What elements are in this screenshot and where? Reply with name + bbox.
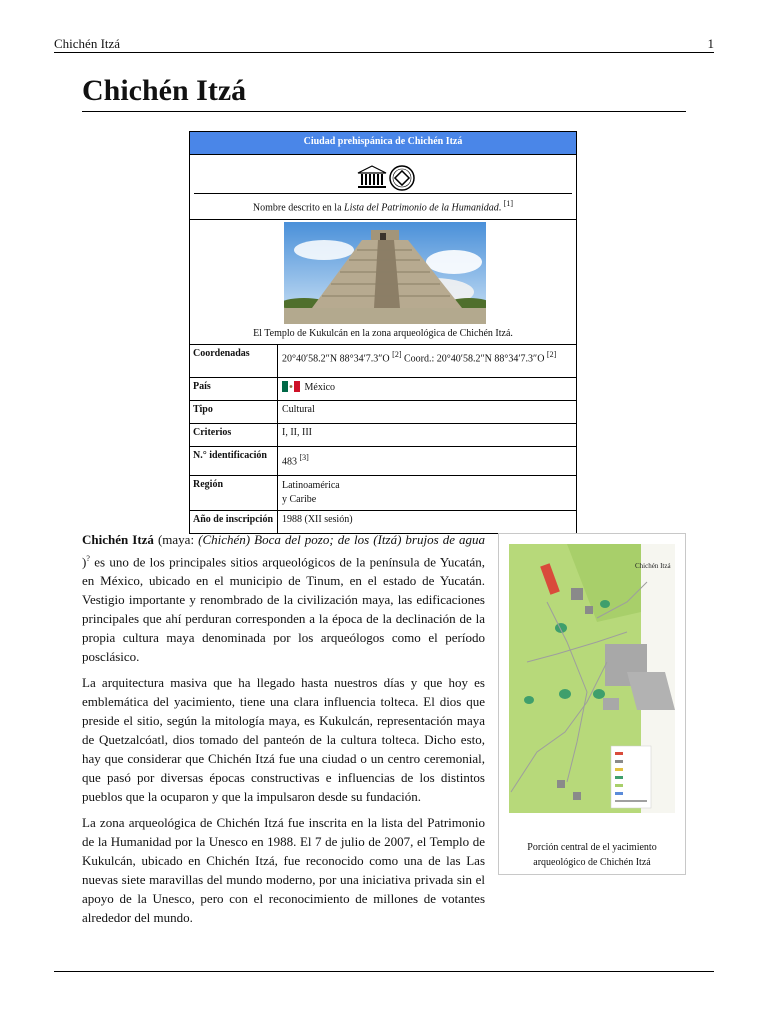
value-type: Cultural (282, 404, 315, 415)
label-coordinates: Coordenadas (190, 345, 278, 377)
row-criteria (190, 424, 576, 447)
value-id: 483 [3] (282, 453, 309, 468)
row-type (190, 401, 576, 424)
infobox (189, 131, 577, 534)
heritage-logo-row (190, 155, 576, 220)
page-number: 1 (707, 36, 714, 51)
heritage-listing-note: Nombre descrito en la Lista del Patrimonio de la Humanidad. [1] (252, 199, 514, 214)
reference-link[interactable]: [1] (503, 199, 514, 208)
mexico-flag-icon (282, 381, 300, 392)
unesco-heritage-logo-icon (356, 163, 416, 193)
label-id: N.° identificación (190, 447, 278, 475)
paragraph-intro: Chichén Itzá (maya: (Chichén) Boca del pozo; de los (Itzá) brujos de agua )? es uno de los principales sitios arqueológicos de la península de Yucatán, en México, ubicado en el municipio de Tinum, en el estado de Yucatán. Vestigio importante y renombrado de la civilización maya, las edificaciones principales que ahí perduran corresponden a la época de la declinación de la propia cultura maya denominada por los arqueólogos como el período posclásico. (82, 532, 486, 665)
value-year: 1988 (XII sesión) (282, 514, 353, 525)
reference-link[interactable]: [2] (392, 350, 402, 359)
value-country (278, 378, 576, 400)
paragraph-heritage: La zona arqueológica de Chichén Itzá fue inscrita en la lista del Patrimonio de la Humanidad por la Unesco en 1988. El 7 de julio de 2007, el Templo de Kukulcán, ubicado en Chichén Itzá, fue reconocido como una de las Las nuevas siete maravillas del mundo moderno, por una iniciativa privada sin el apoyo de la Unesco, pero con el reconocimiento de millones de votantes alrededor del mundo. (82, 815, 485, 926)
map-title: Chichén Itzá (635, 562, 671, 570)
footer-divider (54, 971, 714, 972)
label-region: Región (190, 476, 278, 510)
kukulcan-temple-photo (284, 222, 486, 324)
paragraph-architecture: La arquitectura masiva que ha llegado hasta nuestros días y que hoy es emblemática del yacimiento, tiene una clara influencia tolteca. El dios que preside el sitio, según la mitología maya, es Kukulcán, representación maya de Quetzalcóatl, dios tomado del panteón de la cultura tolteca. Dicho esto, hay que considerar que Chichén Itzá fue una ciudad o un centro ceremonial, que pasó por diversas épocas constructivas e influencias de los distintos pueblos que la ocuparon y que la impulsaron desde su fundación. (82, 675, 485, 805)
value-coordinates: 20°40′58.2″N 88°34′7.3″O [2] Coord.: 20°40′58.2″N 88°34′7.3″O [2] (282, 350, 557, 365)
map-caption: Porción central de el yacimiento arqueológico de Chichén Itzá (527, 842, 657, 868)
reference-link[interactable]: [3] (299, 453, 309, 462)
label-country: País (190, 378, 278, 400)
row-coordinates (190, 345, 576, 378)
label-criteria: Criterios (190, 424, 278, 446)
reference-link[interactable]: [2] (546, 350, 557, 359)
map-figure (498, 533, 686, 875)
title-divider (82, 111, 686, 112)
country-link[interactable]: México (304, 382, 336, 393)
row-id (190, 447, 576, 476)
row-region (190, 476, 576, 511)
infobox-header: Ciudad prehispánica de Chichén Itzá (190, 132, 576, 155)
label-year: Año de inscripción (190, 511, 278, 533)
photo-caption: El Templo de Kukulcán en la zona arqueológica de Chichén Itzá. (253, 328, 513, 339)
site-map-image (507, 542, 677, 815)
photo-row (190, 220, 576, 345)
label-type: Tipo (190, 401, 278, 423)
value-region: Latinoamérica y Caribe (282, 480, 340, 505)
row-country (190, 378, 576, 401)
article-body (82, 530, 485, 934)
running-title: Chichén Itzá (54, 36, 121, 51)
page-title: Chichén Itzá (82, 74, 247, 107)
logo-divider (194, 193, 572, 194)
value-criteria: I, II, III (282, 427, 312, 438)
running-header (54, 34, 714, 53)
help-link[interactable]: ? (86, 554, 90, 563)
